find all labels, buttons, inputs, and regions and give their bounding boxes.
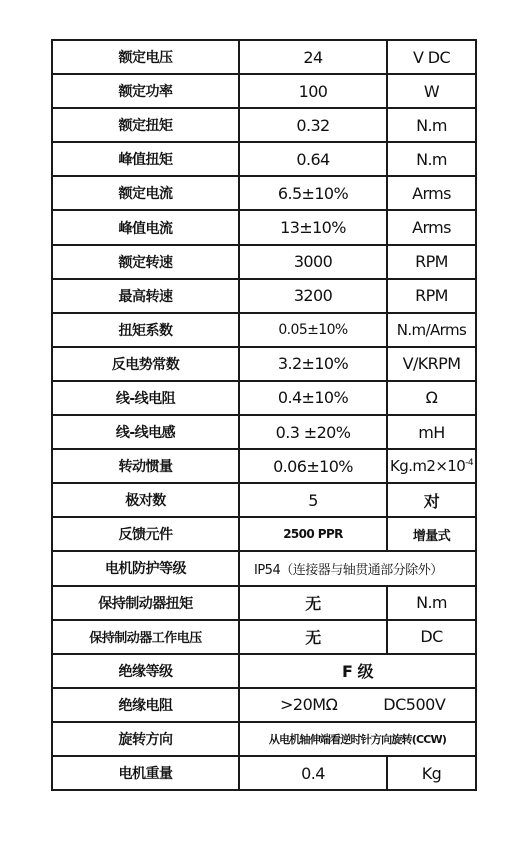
table-row [52, 40, 476, 74]
param-value: 0.3 ±20% [239, 415, 387, 449]
param-value: 24 [239, 40, 387, 74]
table-row [52, 176, 476, 210]
param-value: 2500 PPR [239, 517, 387, 551]
param-value: 3200 [239, 279, 387, 313]
param-unit: N.m/Arms [387, 313, 476, 347]
param-unit: N.m [387, 108, 476, 142]
table-row [52, 620, 476, 654]
param-unit: Arms [387, 210, 476, 244]
table-row [52, 74, 476, 108]
param-unit: V/KRPM [387, 347, 476, 381]
param-unit: RPM [387, 245, 476, 279]
param-unit: Arms [387, 176, 476, 210]
param-label: 峰值电流 [52, 210, 239, 244]
param-unit: Ω [387, 381, 476, 415]
table-row [52, 688, 476, 722]
param-value: 0.4±10% [239, 381, 387, 415]
param-label: 额定电压 [52, 40, 239, 74]
param-unit: RPM [387, 279, 476, 313]
param-value-merged: 从电机轴伸端看逆时针方向旋转(CCW) [239, 722, 476, 756]
param-value: 3000 [239, 245, 387, 279]
param-value: 0.05±10% [239, 313, 387, 347]
param-label: 扭矩系数 [52, 313, 239, 347]
param-label: 峰值扭矩 [52, 142, 239, 176]
unit-exponent: -4 [465, 458, 473, 469]
param-label: 电机防护等级 [52, 551, 239, 585]
param-label: 反馈元件 [52, 517, 239, 551]
param-unit: mH [387, 415, 476, 449]
param-label: 电机重量 [52, 756, 239, 790]
param-value: 0.06±10% [239, 449, 387, 483]
param-value: 3.2±10% [239, 347, 387, 381]
param-value: 0.32 [239, 108, 387, 142]
param-unit [387, 449, 476, 483]
test-voltage: DC500V [383, 695, 446, 715]
param-value-merged [239, 688, 476, 722]
param-label: 线-线电感 [52, 415, 239, 449]
param-value-merged: IP54（连接器与轴贯通部分除外） [239, 551, 476, 585]
motor-spec-table [51, 39, 477, 791]
table-row [52, 517, 476, 551]
resistance-value: >20MΩ [280, 695, 338, 715]
param-unit: W [387, 74, 476, 108]
param-unit: N.m [387, 586, 476, 620]
param-label: 额定电流 [52, 176, 239, 210]
param-unit: Kg [387, 756, 476, 790]
param-value: 6.5±10% [239, 176, 387, 210]
table-row [52, 415, 476, 449]
table-row [52, 245, 476, 279]
table-row [52, 381, 476, 415]
table-row [52, 551, 476, 585]
param-label: 保持制动器扭矩 [52, 586, 239, 620]
param-value: 5 [239, 483, 387, 517]
param-label: 保持制动器工作电压 [52, 620, 239, 654]
table-row [52, 483, 476, 517]
param-label: 线-线电阻 [52, 381, 239, 415]
table-row [52, 654, 476, 688]
param-unit: DC [387, 620, 476, 654]
table-row [52, 142, 476, 176]
param-value: 无 [239, 620, 387, 654]
table-row [52, 449, 476, 483]
param-label: 额定功率 [52, 74, 239, 108]
table-row [52, 108, 476, 142]
unit-text: Kg.m2×10 [390, 457, 466, 476]
param-value: 0.64 [239, 142, 387, 176]
table-row [52, 313, 476, 347]
table-row [52, 210, 476, 244]
table-row [52, 279, 476, 313]
param-value-merged: F 级 [239, 654, 476, 688]
table-row [52, 722, 476, 756]
param-label: 旋转方向 [52, 722, 239, 756]
param-unit: 对 [387, 483, 476, 517]
param-label: 反电势常数 [52, 347, 239, 381]
param-label: 最高转速 [52, 279, 239, 313]
param-unit: N.m [387, 142, 476, 176]
table-row [52, 586, 476, 620]
param-label: 绝缘电阻 [52, 688, 239, 722]
param-unit: 增量式 [387, 517, 476, 551]
param-value: 100 [239, 74, 387, 108]
table-row [52, 347, 476, 381]
param-value: 13±10% [239, 210, 387, 244]
param-label: 额定扭矩 [52, 108, 239, 142]
param-unit: V DC [387, 40, 476, 74]
table-row [52, 756, 476, 790]
param-value: 0.4 [239, 756, 387, 790]
param-label: 绝缘等级 [52, 654, 239, 688]
param-value: 无 [239, 586, 387, 620]
param-label: 极对数 [52, 483, 239, 517]
param-label: 转动惯量 [52, 449, 239, 483]
param-label: 额定转速 [52, 245, 239, 279]
